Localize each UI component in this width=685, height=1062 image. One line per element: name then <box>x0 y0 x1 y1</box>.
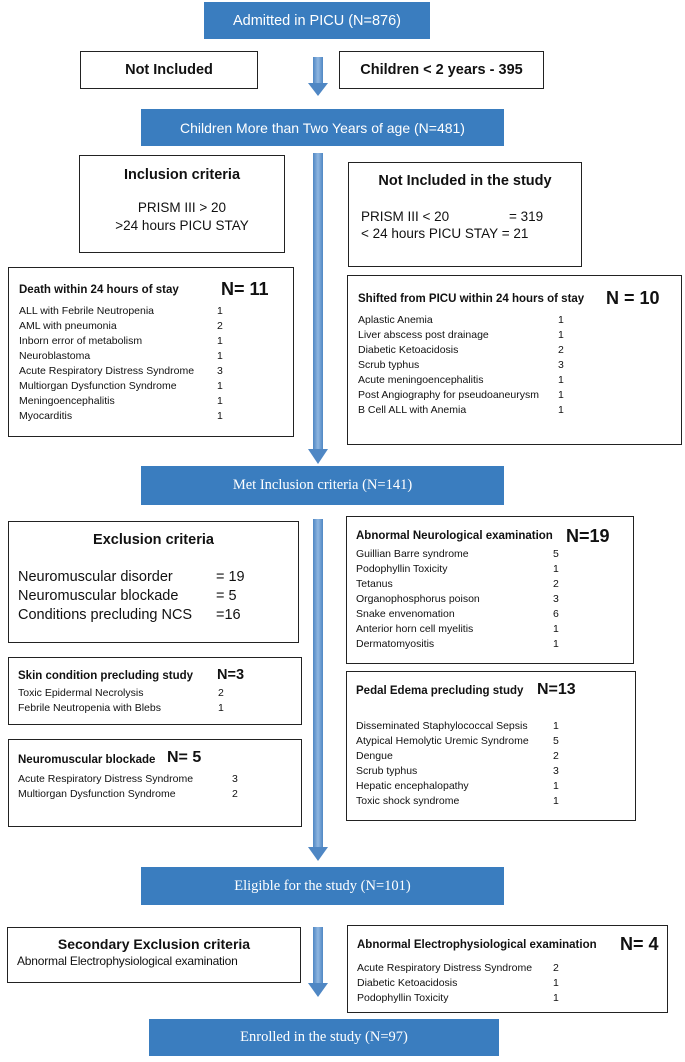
list-item-label: Snake envenomation <box>356 608 455 620</box>
exclusion-item <box>18 587 248 606</box>
exclusion-item-count: =16 <box>216 607 241 623</box>
list-item-label: B Cell ALL with Anemia <box>358 404 467 416</box>
list-item-count: 3 <box>217 365 223 377</box>
list-item-label: Myocarditis <box>19 410 73 422</box>
not-in-study-line2: < 24 hours PICU STAY = 21 <box>361 226 529 241</box>
children-lt2-box <box>339 51 544 89</box>
list-item <box>356 764 571 779</box>
list-item-label: Podophyllin Toxicity <box>356 563 448 575</box>
children-gt2-label: Children More than Two Years of age (N=481) <box>180 119 465 136</box>
list-item <box>19 349 235 364</box>
abn-electro-box <box>347 925 668 1013</box>
list-item <box>19 409 235 424</box>
list-item <box>18 787 250 802</box>
list-item-count: 3 <box>558 359 564 371</box>
exclusion-list <box>18 568 248 625</box>
children-lt2-label: Children < 2 years - 395 <box>360 62 523 78</box>
list-item <box>356 637 571 652</box>
list-item-label: Acute Respiratory Distress Syndrome <box>18 773 194 785</box>
list-item <box>19 304 235 319</box>
list-item-label: AML with pneumonia <box>19 320 117 332</box>
list-item <box>357 991 571 1006</box>
list-item-label: ALL with Febrile Neutropenia <box>19 305 155 317</box>
list-item-label: Scrub typhus <box>358 359 420 371</box>
list-item <box>358 328 576 343</box>
pedal-box <box>346 671 636 821</box>
list-item-label: Scrub typhus <box>356 765 418 777</box>
list-item-label: Disseminated Staphylococcal Sepsis <box>356 720 528 732</box>
list-item <box>19 379 235 394</box>
list-item <box>19 394 235 409</box>
list-item-label: Dengue <box>356 750 393 762</box>
list-item-label: Acute Respiratory Distress Syndrome <box>357 962 533 974</box>
list-item-label: Aplastic Anemia <box>358 314 433 326</box>
death-box <box>8 267 294 437</box>
eligible-box <box>141 867 504 905</box>
skin-title: Skin condition precluding study <box>18 670 194 682</box>
abn-electro-list <box>357 961 571 1006</box>
list-item-count: 2 <box>558 344 564 356</box>
list-item-label: Neuroblastoma <box>19 350 91 362</box>
list-item-label: Multiorgan Dysfunction Syndrome <box>19 380 177 392</box>
list-item-count: 1 <box>553 780 559 792</box>
list-item <box>356 562 571 577</box>
list-item <box>357 976 571 991</box>
list-item <box>19 319 235 334</box>
list-item-count: 1 <box>553 795 559 807</box>
list-item <box>356 719 571 734</box>
list-item-count: 1 <box>558 329 564 341</box>
nm-blockade-count: N= 5 <box>167 749 202 766</box>
nm-blockade-list <box>18 772 250 802</box>
arrow-down-3 <box>308 519 328 861</box>
not-in-study-box <box>348 162 582 267</box>
abn-electro-count: N= 4 <box>620 934 659 954</box>
list-item-count: 1 <box>217 335 223 347</box>
skin-list <box>18 686 236 716</box>
list-item-count: 1 <box>553 563 559 575</box>
list-item <box>18 701 236 716</box>
arrow-down-2 <box>308 153 328 464</box>
list-item-count: 1 <box>558 314 564 326</box>
admitted-box <box>204 2 430 39</box>
pedal-title: Pedal Edema precluding study <box>356 685 524 697</box>
exclusion-item-count: = 5 <box>216 588 237 604</box>
list-item-label: Guillian Barre syndrome <box>356 548 469 560</box>
list-item-count: 1 <box>553 623 559 635</box>
list-item-count: 3 <box>553 593 559 605</box>
list-item-label: Diabetic Ketoacidosis <box>358 344 459 356</box>
list-item-count: 1 <box>558 389 564 401</box>
exclusion-item <box>18 606 248 625</box>
death-title: Death within 24 hours of stay <box>19 284 179 296</box>
not-in-study-title: Not Included in the study <box>378 173 552 189</box>
list-item-count: 2 <box>232 788 238 800</box>
enrolled-box <box>149 1019 499 1056</box>
list-item-count: 1 <box>553 992 559 1004</box>
shifted-count: N = 10 <box>606 288 660 308</box>
abn-neuro-count: N=19 <box>566 526 610 546</box>
list-item-label: Toxic shock syndrome <box>356 795 460 807</box>
list-item <box>358 313 576 328</box>
list-item-label: Acute Respiratory Distress Syndrome <box>19 365 195 377</box>
list-item-count: 1 <box>217 395 223 407</box>
list-item-count: 1 <box>218 702 224 714</box>
abn-neuro-box <box>346 516 634 664</box>
list-item <box>358 403 576 418</box>
list-item-label: Liver abscess post drainage <box>358 329 489 341</box>
shifted-title: Shifted from PICU within 24 hours of stay <box>358 293 585 305</box>
list-item <box>19 364 235 379</box>
list-item-count: 1 <box>558 404 564 416</box>
list-item-label: Diabetic Ketoacidosis <box>357 977 458 989</box>
not-included-box <box>80 51 258 89</box>
nm-blockade-box <box>8 739 302 827</box>
list-item <box>356 622 571 637</box>
abn-electro-title: Abnormal Electrophysiological examination <box>357 939 597 951</box>
admitted-label: Admitted in PICU (N=876) <box>232 12 402 29</box>
list-item-count: 2 <box>553 578 559 590</box>
exclusion-item <box>18 568 248 587</box>
list-item-label: Meningoencephalitis <box>19 395 115 407</box>
list-item-count: 5 <box>553 548 559 560</box>
exclusion-item-label: Neuromuscular blockade <box>18 588 179 604</box>
list-item-count: 2 <box>553 750 559 762</box>
pedal-list <box>356 719 571 809</box>
exclusion-item-label: Conditions precluding NCS <box>18 607 193 623</box>
exclusion-title: Exclusion criteria <box>93 532 214 548</box>
list-item-count: 1 <box>553 638 559 650</box>
abn-neuro-list <box>356 547 571 652</box>
list-item-count: 1 <box>553 977 559 989</box>
list-item <box>356 794 571 809</box>
list-item-count: 2 <box>217 320 223 332</box>
arrow-down-1 <box>308 57 328 96</box>
list-item <box>358 373 576 388</box>
skin-box <box>8 657 302 725</box>
skin-count: N=3 <box>217 667 245 683</box>
list-item <box>358 343 576 358</box>
secondary-line: Abnormal Electrophysiological examination <box>17 954 238 968</box>
list-item-count: 3 <box>553 765 559 777</box>
shifted-box <box>347 275 682 445</box>
list-item-label: Atypical Hemolytic Uremic Syndrome <box>356 735 529 747</box>
list-item-label: Podophyllin Toxicity <box>357 992 449 1004</box>
list-item <box>356 779 571 794</box>
list-item-count: 2 <box>218 687 224 699</box>
list-item-count: 3 <box>232 773 238 785</box>
list-item-label: Organophosphorus poison <box>356 593 480 605</box>
eligible-label: Eligible for the study (N=101) <box>234 877 411 894</box>
list-item-count: 1 <box>217 410 223 422</box>
list-item <box>356 547 571 562</box>
not-in-study-line1-value: = 319 <box>509 209 544 224</box>
list-item <box>19 334 235 349</box>
inclusion-criteria-box <box>79 155 285 253</box>
list-item-count: 1 <box>217 305 223 317</box>
exclusion-item-label: Neuromuscular disorder <box>18 569 173 585</box>
list-item <box>358 388 576 403</box>
list-item-label: Inborn error of metabolism <box>19 335 143 347</box>
death-list <box>19 304 235 424</box>
list-item-label: Hepatic encephalopathy <box>356 780 469 792</box>
secondary-box <box>7 927 301 983</box>
list-item <box>356 734 571 749</box>
arrow-down-4 <box>308 927 328 997</box>
met-inclusion-label: Met Inclusion criteria (N=141) <box>232 477 413 493</box>
children-gt2-box <box>141 109 504 146</box>
list-item <box>358 358 576 373</box>
not-in-study-line1-label: PRISM III < 20 <box>361 209 450 224</box>
list-item-label: Dermatomyositis <box>356 638 435 650</box>
pedal-count: N=13 <box>537 681 576 698</box>
list-item-label: Tetanus <box>356 578 393 590</box>
abn-neuro-title: Abnormal Neurological examination <box>356 530 553 542</box>
not-included-label: Not Included <box>125 62 213 78</box>
death-count: N= 11 <box>221 279 269 299</box>
list-item-label: Anterior horn cell myelitis <box>356 623 474 635</box>
list-item-count: 1 <box>217 350 223 362</box>
secondary-title: Secondary Exclusion criteria <box>57 936 251 952</box>
list-item-label: Toxic Epidermal Necrolysis <box>18 687 144 699</box>
inclusion-title: Inclusion criteria <box>123 167 241 183</box>
list-item-count: 1 <box>558 374 564 386</box>
list-item-label: Febrile Neutropenia with Blebs <box>18 702 161 714</box>
inclusion-line2: >24 hours PICU STAY <box>115 218 249 233</box>
list-item <box>18 686 236 701</box>
list-item-label: Post Angiography for pseudoaneurysm <box>358 389 539 401</box>
list-item <box>356 749 571 764</box>
exclusion-item-count: = 19 <box>216 569 245 585</box>
shifted-list <box>358 313 576 418</box>
list-item <box>18 772 250 787</box>
list-item-count: 1 <box>553 720 559 732</box>
nm-blockade-title: Neuromuscular blockade <box>18 754 156 766</box>
list-item-count: 5 <box>553 735 559 747</box>
list-item <box>357 961 571 976</box>
exclusion-criteria-box <box>8 521 299 643</box>
list-item <box>356 577 571 592</box>
enrolled-label: Enrolled in the study (N=97) <box>240 1029 408 1045</box>
list-item <box>356 592 571 607</box>
list-item <box>356 607 571 622</box>
list-item-count: 6 <box>553 608 559 620</box>
list-item-label: Multiorgan Dysfunction Syndrome <box>18 788 176 800</box>
list-item-count: 1 <box>217 380 223 392</box>
met-inclusion-box <box>141 466 504 505</box>
inclusion-line1: PRISM III > 20 <box>137 200 227 215</box>
list-item-label: Acute meningoencephalitis <box>358 374 484 386</box>
list-item-count: 2 <box>553 962 559 974</box>
